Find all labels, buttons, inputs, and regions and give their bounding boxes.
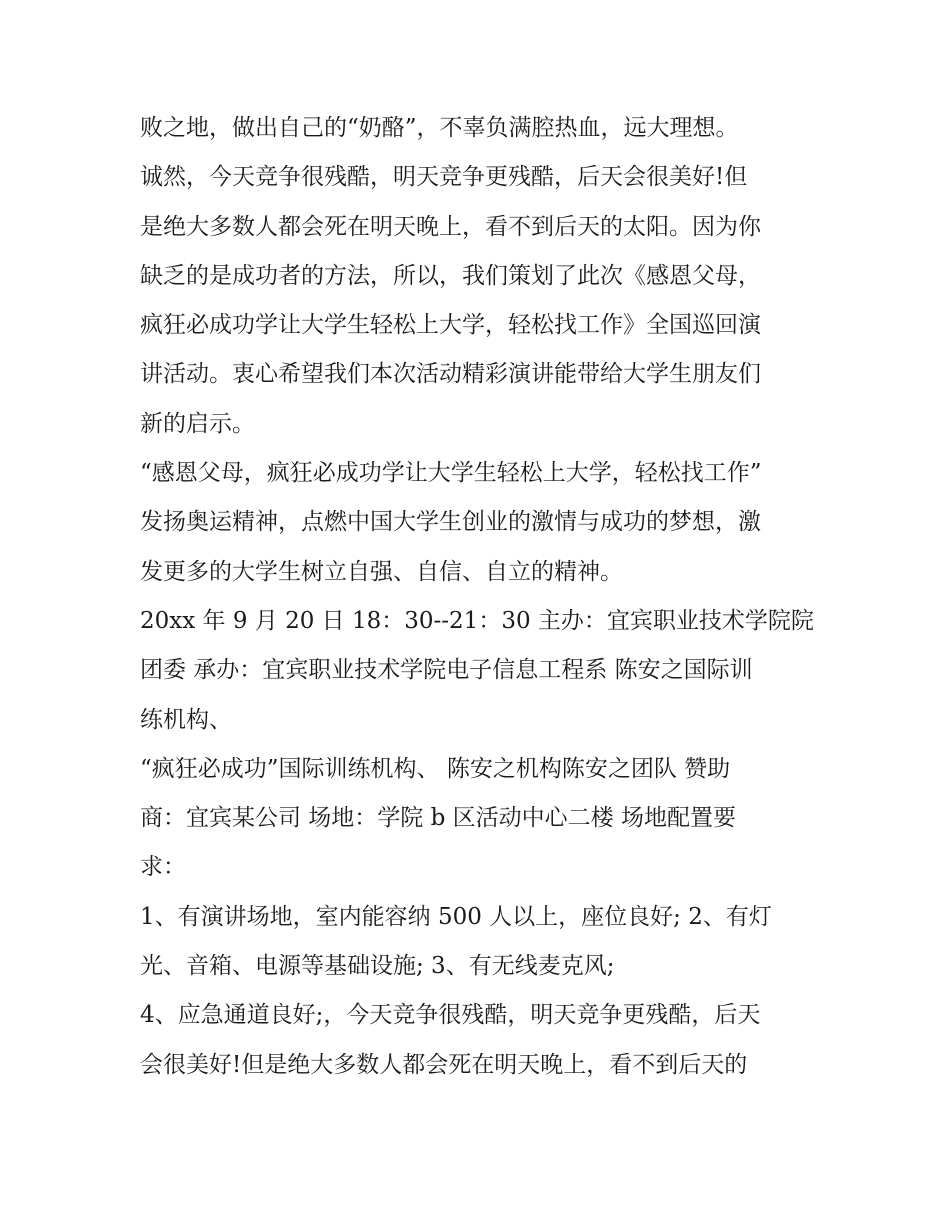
text-line: 20xx 年 9 月 20 日 18：30--21：30 主办：宜宾职业技术学院院 — [140, 607, 814, 634]
text-line: 是绝大多数人都会死在明天晚上，看不到后天的太阳。因为你 — [140, 213, 761, 240]
text-line: 光、音箱、电源等基础设施; 3、有无线麦克风; — [140, 953, 615, 980]
text-line: “疯狂必成功”国际训练机构、 陈安之机构陈安之团队 赞助 — [140, 755, 731, 782]
text-line: 练机构、 — [140, 706, 232, 733]
text-line: 团委 承办：宜宾职业技术学院电子信息工程系 陈安之国际训 — [140, 657, 753, 684]
text-line: 缺乏的是成功者的方法，所以，我们策划了此次《感恩父母， — [140, 262, 761, 289]
text-line: 新的启示。 — [140, 410, 255, 437]
text-line: 发扬奥运精神，点燃中国大学生创业的激情与成功的梦想，激 — [140, 509, 761, 536]
text-line: “感恩父母，疯狂必成功学让大学生轻松上大学，轻松找工作” — [140, 460, 762, 487]
text-line: 4、应急通道良好;，今天竞争很残酷，明天竞争更残酷，后天 — [140, 1002, 761, 1029]
text-line: 发更多的大学生树立自强、自信、自立的精神。 — [140, 558, 623, 585]
body-text — [140, 104, 820, 1090]
text-line: 诚然，今天竞争很残酷，明天竞争更残酷，后天会很美好!但 — [140, 164, 748, 191]
text-line: 讲活动。衷心希望我们本次活动精彩演讲能带给大学生朋友们 — [140, 361, 761, 388]
text-line: 会很美好!但是绝大多数人都会死在明天晚上，看不到后天的 — [140, 1051, 748, 1078]
text-line: 败之地，做出自己的“奶酪”，不辜负满腔热血，远大理想。 — [140, 115, 739, 141]
text-line: 1、有演讲场地，室内能容纳 500 人以上，座位良好; 2、有灯 — [140, 903, 772, 930]
text-line: 求： — [140, 854, 186, 881]
text-line: 商：宜宾某公司 场地：学院 b 区活动中心二楼 场地配置要 — [140, 805, 736, 832]
text-line: 疯狂必成功学让大学生轻松上大学，轻松找工作》全国巡回演 — [140, 312, 761, 339]
